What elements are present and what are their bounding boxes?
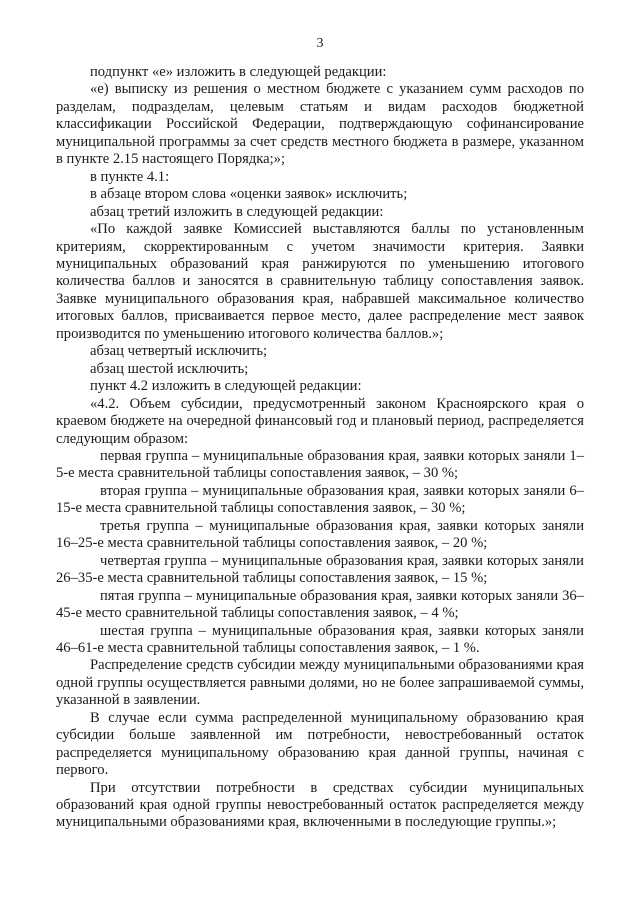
paragraph-third-abzac-intro: абзац третий изложить в следующей редакции:	[90, 203, 384, 220]
paragraph-item-4-2-text: «4.2. Объем субсидии, предусмотренный законом Красноярского края о краевом бюджете на очередной финансовый год и плановый период, распределяется следующим образом:	[56, 395, 584, 447]
paragraph-subitem-e-text: «е) выписку из решения о местном бюджете с указанием сумм расходов по разделам, подразделам, целевым статьям и видам расходов бюджетной классификации Российской Федерации, подтверждающую софинансирование муниципальной программы за счет средств местного бюджета в размере, указанном в пункте 2.15 настоящего Порядка;»;	[56, 81, 584, 168]
document-body	[56, 64, 584, 832]
paragraph-subitem-e-intro: подпункт «е» изложить в следующей редакции:	[90, 64, 387, 80]
paragraph-distribution-excess: В случае если сумма распределенной муниципальному образованию края субсидии больше заявленной им потребности, невостребованный остаток распределяется муниципальному образованию края данной группы, начиная с первого.	[56, 709, 584, 779]
paragraph-group-1: первая группа – муниципальные образования края, заявки которых заняли 1–5-е места сравнительной таблицы сопоставления заявок, – 30 %;	[56, 447, 584, 482]
paragraph-distribution-remainder: При отсутствии потребности в средствах субсидии муниципальных образований края одной группы невостребованный остаток распределяется между муниципальными образованиями края, включенными в последующие группы.»;	[56, 779, 584, 831]
paragraph-group-4: четвертая группа – муниципальные образования края, заявки которых заняли 26–35-е места сравнительной таблицы сопоставления заявок, – 15 %;	[56, 552, 584, 587]
paragraph-distribution-equal: Распределение средств субсидии между муниципальными образованиями края одной группы осуществляется равными долями, но не более запрашиваемой суммы, указанной в заявлении.	[56, 657, 584, 709]
paragraph-group-5: пятая группа – муниципальные образования края, заявки которых заняли 36–45-е место сравнительной таблицы сопоставления заявок, – 4 %;	[56, 587, 584, 622]
paragraph-fourth-abzac: абзац четвертый исключить;	[90, 343, 268, 360]
paragraph-group-3: третья группа – муниципальные образования края, заявки которых заняли 16–25-е места сравнительной таблицы сопоставления заявок, – 20 %;	[56, 517, 584, 552]
paragraph-third-abzac-text: «По каждой заявке Комиссией выставляются баллы по установленным критериям, скорректированным с учетом значимости критерия. Заявки муниципальных образований края ранжируются по уменьшению итогового количества баллов и заносятся в сравнительную таблицу сопоставления заявок. Заявке муниципального образования края, набравшей максимальное количество итоговых баллов, присваивается первое место, далее распределение мест заявок производится по уменьшению итогового количества баллов.»;	[56, 221, 584, 342]
paragraph-item-4-2-intro: пункт 4.2 изложить в следующей редакции:	[90, 378, 362, 395]
page-number: 3	[316, 36, 324, 51]
paragraph-sixth-abzac: абзац шестой исключить;	[90, 360, 249, 377]
paragraph-item-4-1: в пункте 4.1:	[90, 168, 170, 185]
paragraph-second-abzac: в абзаце втором слова «оценки заявок» исключить;	[90, 186, 408, 203]
paragraph-group-6: шестая группа – муниципальные образования края, заявки которых заняли 46–61-е места сравнительной таблицы сопоставления заявок, – 1 %.	[56, 622, 584, 656]
paragraph-group-2: вторая группа – муниципальные образования края, заявки которых заняли 6–15-е места сравнительной таблицы сопоставления заявок, – 30 %;	[56, 482, 584, 517]
